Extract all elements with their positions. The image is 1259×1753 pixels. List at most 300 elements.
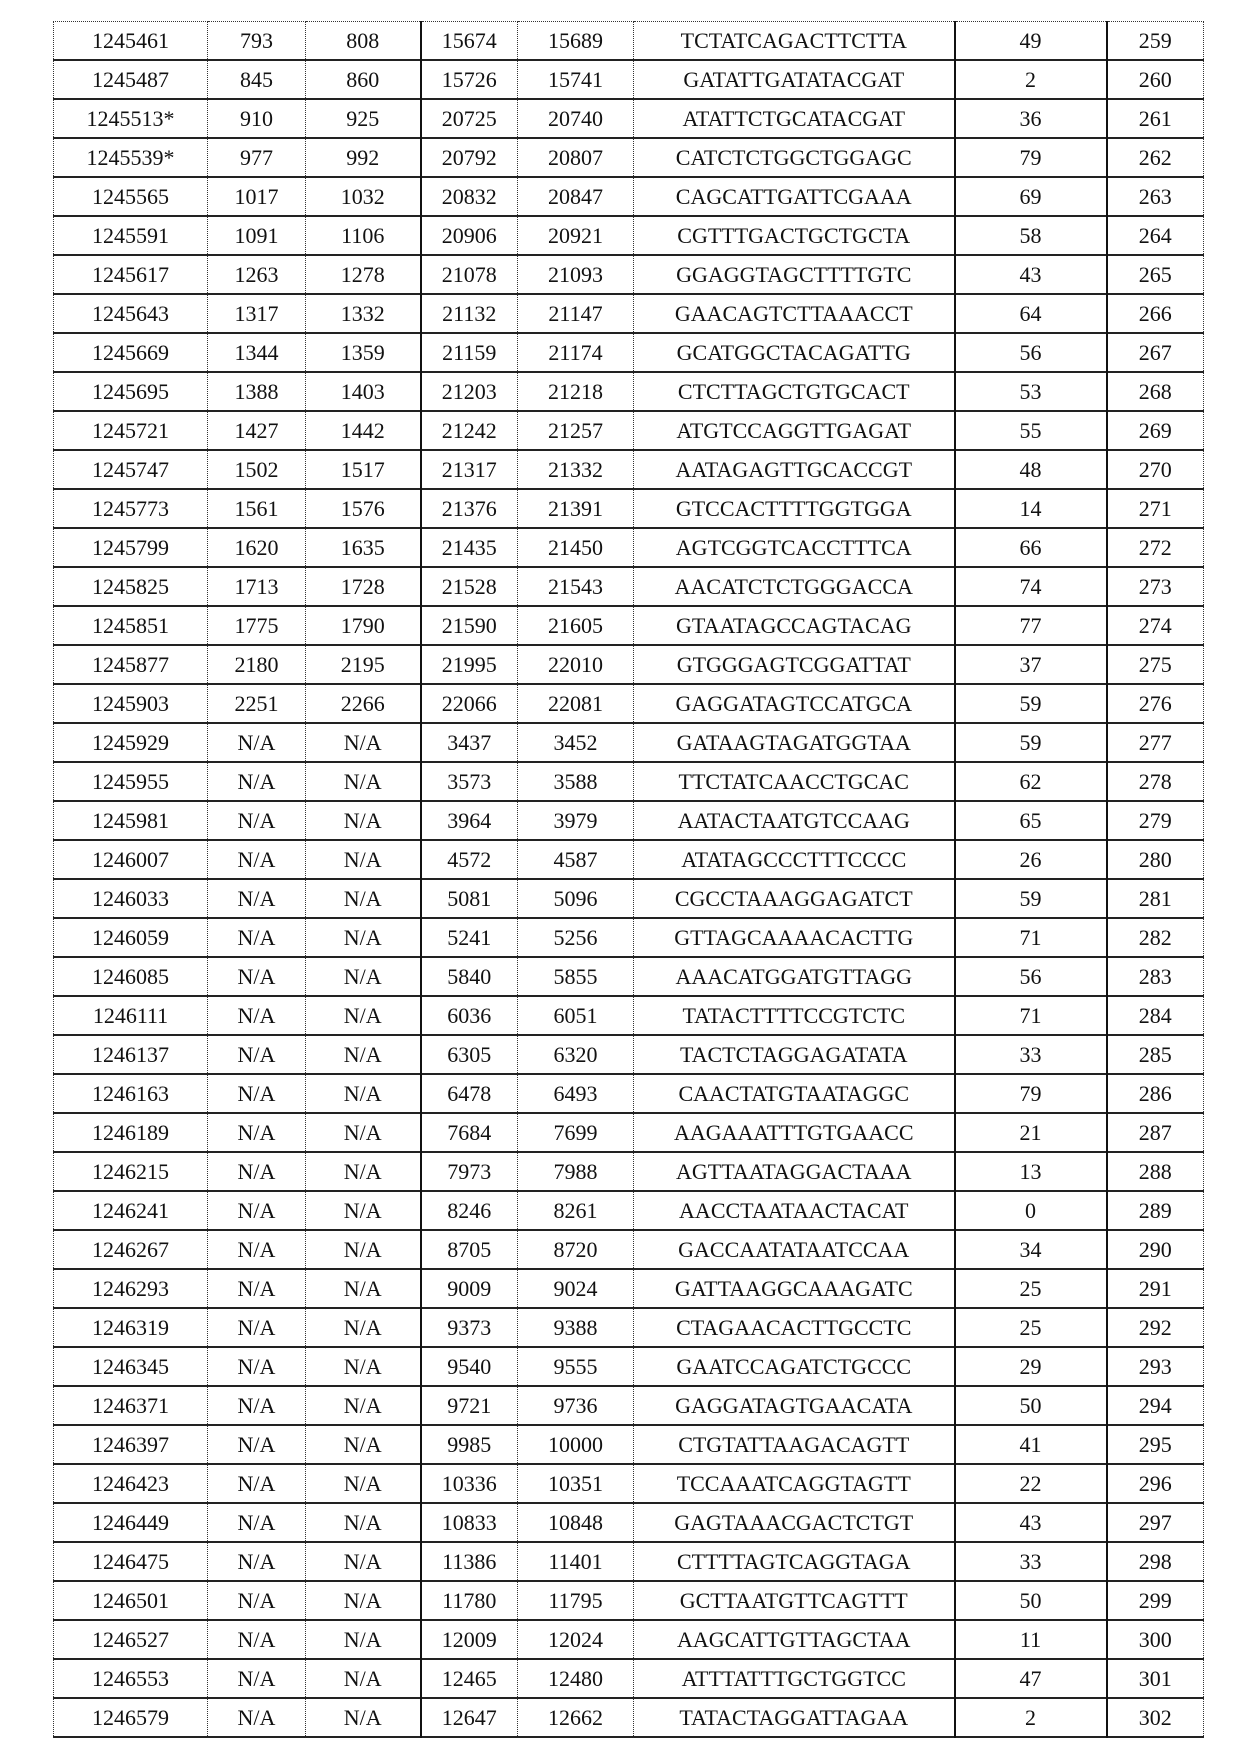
sequence-cell: GATTAAGGCAAAGATC: [634, 1269, 955, 1308]
stop-site-1-cell: N/A: [306, 840, 421, 879]
sequence-cell: CTAGAACACTTGCCTC: [634, 1308, 955, 1347]
seq-id-cell: 297: [1107, 1503, 1204, 1542]
seq-id-cell: 262: [1107, 138, 1204, 177]
inhibition-cell: 41: [955, 1425, 1107, 1464]
seq-id-cell: 260: [1107, 60, 1204, 99]
seq-id-cell: 269: [1107, 411, 1204, 450]
sequence-cell: GTGGGAGTCGGATTAT: [634, 645, 955, 684]
sequence-cell: CGCCTAAAGGAGATCT: [634, 879, 955, 918]
start-site-2-cell: 21078: [421, 255, 518, 294]
table-row: [54, 879, 1204, 918]
sequence-cell: TTCTATCAACCTGCAC: [634, 762, 955, 801]
table-row: [54, 489, 1204, 528]
start-site-1-cell: 977: [208, 138, 306, 177]
start-site-1-cell: N/A: [208, 1347, 306, 1386]
seq-id-cell: 288: [1107, 1152, 1204, 1191]
table-row: [54, 645, 1204, 684]
sequence-cell: ATTTATTTGCTGGTCC: [634, 1659, 955, 1698]
table-row: [54, 1425, 1204, 1464]
stop-site-1-cell: N/A: [306, 1659, 421, 1698]
compound-number-cell: 1246267: [54, 1230, 208, 1269]
compound-number-cell: 1246579: [54, 1698, 208, 1737]
stop-site-2-cell: 4587: [518, 840, 634, 879]
stop-site-2-cell: 6051: [518, 996, 634, 1035]
start-site-2-cell: 20792: [421, 138, 518, 177]
start-site-1-cell: N/A: [208, 1074, 306, 1113]
start-site-2-cell: 21435: [421, 528, 518, 567]
start-site-2-cell: 5840: [421, 957, 518, 996]
start-site-2-cell: 20906: [421, 216, 518, 255]
stop-site-2-cell: 21605: [518, 606, 634, 645]
inhibition-cell: 77: [955, 606, 1107, 645]
stop-site-1-cell: 1403: [306, 372, 421, 411]
table-row: [54, 801, 1204, 840]
seq-id-cell: 268: [1107, 372, 1204, 411]
table-row: [54, 1308, 1204, 1347]
sequence-cell: AAACATGGATGTTAGG: [634, 957, 955, 996]
sequence-cell: GAATCCAGATCTGCCC: [634, 1347, 955, 1386]
stop-site-2-cell: 20921: [518, 216, 634, 255]
start-site-1-cell: N/A: [208, 1464, 306, 1503]
sequence-cell: TCTATCAGACTTCTTA: [634, 22, 955, 61]
start-site-1-cell: 2180: [208, 645, 306, 684]
sequence-cell: AAGAAATTTGTGAACC: [634, 1113, 955, 1152]
table-row: [54, 1542, 1204, 1581]
seq-id-cell: 265: [1107, 255, 1204, 294]
start-site-2-cell: 9985: [421, 1425, 518, 1464]
start-site-1-cell: N/A: [208, 1503, 306, 1542]
start-site-1-cell: N/A: [208, 1386, 306, 1425]
sequence-cell: CTTTTAGTCAGGTAGA: [634, 1542, 955, 1581]
start-site-1-cell: 1620: [208, 528, 306, 567]
start-site-2-cell: 5241: [421, 918, 518, 957]
seq-id-cell: 290: [1107, 1230, 1204, 1269]
table-row: [54, 1074, 1204, 1113]
table-row: [54, 1464, 1204, 1503]
start-site-1-cell: N/A: [208, 1113, 306, 1152]
table-body: [54, 22, 1204, 1738]
start-site-1-cell: N/A: [208, 801, 306, 840]
stop-site-2-cell: 22010: [518, 645, 634, 684]
stop-site-1-cell: N/A: [306, 1269, 421, 1308]
stop-site-2-cell: 20807: [518, 138, 634, 177]
compound-number-cell: 1245565: [54, 177, 208, 216]
compound-number-cell: 1245799: [54, 528, 208, 567]
start-site-1-cell: 1561: [208, 489, 306, 528]
compound-number-cell: 1245591: [54, 216, 208, 255]
inhibition-cell: 59: [955, 684, 1107, 723]
table-row: [54, 1581, 1204, 1620]
stop-site-1-cell: 1517: [306, 450, 421, 489]
stop-site-2-cell: 9555: [518, 1347, 634, 1386]
table-row: [54, 1035, 1204, 1074]
start-site-2-cell: 22066: [421, 684, 518, 723]
stop-site-1-cell: N/A: [306, 1035, 421, 1074]
start-site-2-cell: 11780: [421, 1581, 518, 1620]
compound-number-cell: 1246397: [54, 1425, 208, 1464]
start-site-1-cell: N/A: [208, 1035, 306, 1074]
stop-site-1-cell: N/A: [306, 957, 421, 996]
table-row: [54, 762, 1204, 801]
table-row: [54, 684, 1204, 723]
start-site-2-cell: 3437: [421, 723, 518, 762]
start-site-1-cell: N/A: [208, 762, 306, 801]
table-row: [54, 1386, 1204, 1425]
compound-number-cell: 1245721: [54, 411, 208, 450]
table-row: [54, 255, 1204, 294]
stop-site-2-cell: 9024: [518, 1269, 634, 1308]
stop-site-2-cell: 6320: [518, 1035, 634, 1074]
table-row: [54, 1269, 1204, 1308]
start-site-2-cell: 8246: [421, 1191, 518, 1230]
seq-id-cell: 292: [1107, 1308, 1204, 1347]
compound-number-cell: 1246527: [54, 1620, 208, 1659]
stop-site-2-cell: 22081: [518, 684, 634, 723]
stop-site-1-cell: N/A: [306, 1425, 421, 1464]
seq-id-cell: 296: [1107, 1464, 1204, 1503]
start-site-1-cell: 1713: [208, 567, 306, 606]
start-site-2-cell: 12009: [421, 1620, 518, 1659]
start-site-2-cell: 3573: [421, 762, 518, 801]
stop-site-1-cell: N/A: [306, 1230, 421, 1269]
start-site-2-cell: 10833: [421, 1503, 518, 1542]
stop-site-2-cell: 6493: [518, 1074, 634, 1113]
compound-number-cell: 1245487: [54, 60, 208, 99]
start-site-1-cell: N/A: [208, 1308, 306, 1347]
inhibition-cell: 43: [955, 1503, 1107, 1542]
sequence-cell: GTAATAGCCAGTACAG: [634, 606, 955, 645]
table-row: [54, 996, 1204, 1035]
inhibition-cell: 26: [955, 840, 1107, 879]
compound-number-cell: 1246137: [54, 1035, 208, 1074]
seq-id-cell: 261: [1107, 99, 1204, 138]
inhibition-cell: 56: [955, 957, 1107, 996]
stop-site-1-cell: 992: [306, 138, 421, 177]
start-site-2-cell: 9373: [421, 1308, 518, 1347]
oligonucleotide-table: [53, 21, 1204, 1738]
start-site-2-cell: 3964: [421, 801, 518, 840]
compound-number-cell: 1245461: [54, 22, 208, 61]
start-site-2-cell: 6305: [421, 1035, 518, 1074]
inhibition-cell: 33: [955, 1035, 1107, 1074]
seq-id-cell: 259: [1107, 22, 1204, 61]
start-site-2-cell: 12465: [421, 1659, 518, 1698]
stop-site-1-cell: N/A: [306, 996, 421, 1035]
table-row: [54, 1659, 1204, 1698]
sequence-cell: GAGTAAACGACTCTGT: [634, 1503, 955, 1542]
inhibition-cell: 50: [955, 1386, 1107, 1425]
seq-id-cell: 285: [1107, 1035, 1204, 1074]
start-site-1-cell: N/A: [208, 879, 306, 918]
table-row: [54, 294, 1204, 333]
inhibition-cell: 53: [955, 372, 1107, 411]
seq-id-cell: 286: [1107, 1074, 1204, 1113]
start-site-1-cell: N/A: [208, 1152, 306, 1191]
start-site-1-cell: 845: [208, 60, 306, 99]
start-site-2-cell: 7973: [421, 1152, 518, 1191]
table-row: [54, 177, 1204, 216]
stop-site-1-cell: 808: [306, 22, 421, 61]
inhibition-cell: 66: [955, 528, 1107, 567]
sequence-cell: CTCTTAGCTGTGCACT: [634, 372, 955, 411]
stop-site-1-cell: 1359: [306, 333, 421, 372]
stop-site-2-cell: 8261: [518, 1191, 634, 1230]
table-row: [54, 1191, 1204, 1230]
stop-site-1-cell: 1032: [306, 177, 421, 216]
compound-number-cell: 1245669: [54, 333, 208, 372]
stop-site-2-cell: 3979: [518, 801, 634, 840]
compound-number-cell: 1246293: [54, 1269, 208, 1308]
compound-number-cell: 1245851: [54, 606, 208, 645]
seq-id-cell: 293: [1107, 1347, 1204, 1386]
sequence-cell: GTCCACTTTTGGTGGA: [634, 489, 955, 528]
compound-number-cell: 1245539*: [54, 138, 208, 177]
stop-site-2-cell: 21147: [518, 294, 634, 333]
compound-number-cell: 1246553: [54, 1659, 208, 1698]
compound-number-cell: 1245643: [54, 294, 208, 333]
stop-site-1-cell: N/A: [306, 1620, 421, 1659]
stop-site-2-cell: 3452: [518, 723, 634, 762]
seq-id-cell: 279: [1107, 801, 1204, 840]
stop-site-2-cell: 15689: [518, 22, 634, 61]
start-site-2-cell: 11386: [421, 1542, 518, 1581]
start-site-1-cell: 1502: [208, 450, 306, 489]
stop-site-1-cell: N/A: [306, 1113, 421, 1152]
stop-site-1-cell: 1728: [306, 567, 421, 606]
compound-number-cell: 1246033: [54, 879, 208, 918]
table-row: [54, 840, 1204, 879]
start-site-1-cell: N/A: [208, 957, 306, 996]
start-site-1-cell: N/A: [208, 723, 306, 762]
start-site-1-cell: N/A: [208, 1425, 306, 1464]
stop-site-2-cell: 5256: [518, 918, 634, 957]
stop-site-2-cell: 3588: [518, 762, 634, 801]
seq-id-cell: 276: [1107, 684, 1204, 723]
inhibition-cell: 59: [955, 723, 1107, 762]
inhibition-cell: 64: [955, 294, 1107, 333]
inhibition-cell: 58: [955, 216, 1107, 255]
compound-number-cell: 1245903: [54, 684, 208, 723]
inhibition-cell: 29: [955, 1347, 1107, 1386]
start-site-2-cell: 15726: [421, 60, 518, 99]
table-row: [54, 22, 1204, 61]
stop-site-2-cell: 5855: [518, 957, 634, 996]
inhibition-cell: 71: [955, 918, 1107, 957]
start-site-1-cell: N/A: [208, 1542, 306, 1581]
compound-number-cell: 1246059: [54, 918, 208, 957]
sequence-cell: GACCAATATAATCCAA: [634, 1230, 955, 1269]
start-site-2-cell: 9540: [421, 1347, 518, 1386]
stop-site-1-cell: 860: [306, 60, 421, 99]
stop-site-1-cell: 1278: [306, 255, 421, 294]
start-site-2-cell: 21590: [421, 606, 518, 645]
seq-id-cell: 284: [1107, 996, 1204, 1035]
stop-site-1-cell: 1635: [306, 528, 421, 567]
seq-id-cell: 300: [1107, 1620, 1204, 1659]
seq-id-cell: 264: [1107, 216, 1204, 255]
sequence-cell: CAACTATGTAATAGGC: [634, 1074, 955, 1113]
start-site-1-cell: N/A: [208, 1269, 306, 1308]
stop-site-1-cell: 1576: [306, 489, 421, 528]
stop-site-2-cell: 10351: [518, 1464, 634, 1503]
inhibition-cell: 49: [955, 22, 1107, 61]
table-row: [54, 1347, 1204, 1386]
stop-site-1-cell: N/A: [306, 1698, 421, 1737]
compound-number-cell: 1245513*: [54, 99, 208, 138]
sequence-cell: GCTTAATGTTCAGTTT: [634, 1581, 955, 1620]
start-site-2-cell: 9721: [421, 1386, 518, 1425]
table-row: [54, 1698, 1204, 1737]
start-site-1-cell: 1344: [208, 333, 306, 372]
seq-id-cell: 299: [1107, 1581, 1204, 1620]
sequence-cell: ATGTCCAGGTTGAGAT: [634, 411, 955, 450]
stop-site-2-cell: 8720: [518, 1230, 634, 1269]
stop-site-2-cell: 12480: [518, 1659, 634, 1698]
inhibition-cell: 74: [955, 567, 1107, 606]
sequence-cell: AGTTAATAGGACTAAA: [634, 1152, 955, 1191]
stop-site-2-cell: 20740: [518, 99, 634, 138]
seq-id-cell: 283: [1107, 957, 1204, 996]
seq-id-cell: 278: [1107, 762, 1204, 801]
start-site-1-cell: N/A: [208, 1620, 306, 1659]
sequence-cell: GAGGATAGTGAACATA: [634, 1386, 955, 1425]
stop-site-2-cell: 21257: [518, 411, 634, 450]
seq-id-cell: 302: [1107, 1698, 1204, 1737]
seq-id-cell: 263: [1107, 177, 1204, 216]
start-site-1-cell: 910: [208, 99, 306, 138]
seq-id-cell: 291: [1107, 1269, 1204, 1308]
compound-number-cell: 1246501: [54, 1581, 208, 1620]
seq-id-cell: 280: [1107, 840, 1204, 879]
inhibition-cell: 36: [955, 99, 1107, 138]
inhibition-cell: 14: [955, 489, 1107, 528]
seq-id-cell: 272: [1107, 528, 1204, 567]
sequence-cell: GAGGATAGTCCATGCA: [634, 684, 955, 723]
sequence-cell: CTGTATTAAGACAGTT: [634, 1425, 955, 1464]
seq-id-cell: 294: [1107, 1386, 1204, 1425]
stop-site-1-cell: 1442: [306, 411, 421, 450]
start-site-1-cell: 1775: [208, 606, 306, 645]
sequence-cell: ATATAGCCCTTTCCCC: [634, 840, 955, 879]
compound-number-cell: 1246111: [54, 996, 208, 1035]
inhibition-cell: 79: [955, 1074, 1107, 1113]
inhibition-cell: 43: [955, 255, 1107, 294]
start-site-1-cell: N/A: [208, 1581, 306, 1620]
stop-site-1-cell: N/A: [306, 1152, 421, 1191]
inhibition-cell: 69: [955, 177, 1107, 216]
stop-site-2-cell: 9736: [518, 1386, 634, 1425]
inhibition-cell: 22: [955, 1464, 1107, 1503]
seq-id-cell: 271: [1107, 489, 1204, 528]
stop-site-1-cell: N/A: [306, 723, 421, 762]
stop-site-1-cell: N/A: [306, 1503, 421, 1542]
start-site-1-cell: 1388: [208, 372, 306, 411]
table-row: [54, 528, 1204, 567]
sequence-cell: AATAGAGTTGCACCGT: [634, 450, 955, 489]
sequence-cell: AGTCGGTCACCTTTCA: [634, 528, 955, 567]
stop-site-1-cell: 1106: [306, 216, 421, 255]
compound-number-cell: 1245695: [54, 372, 208, 411]
sequence-cell: TCCAAATCAGGTAGTT: [634, 1464, 955, 1503]
seq-id-cell: 289: [1107, 1191, 1204, 1230]
start-site-2-cell: 21995: [421, 645, 518, 684]
stop-site-1-cell: N/A: [306, 1074, 421, 1113]
start-site-2-cell: 21203: [421, 372, 518, 411]
compound-number-cell: 1245877: [54, 645, 208, 684]
start-site-2-cell: 21376: [421, 489, 518, 528]
table-row: [54, 138, 1204, 177]
inhibition-cell: 55: [955, 411, 1107, 450]
start-site-1-cell: N/A: [208, 1191, 306, 1230]
start-site-2-cell: 9009: [421, 1269, 518, 1308]
start-site-2-cell: 12647: [421, 1698, 518, 1737]
compound-number-cell: 1246241: [54, 1191, 208, 1230]
stop-site-2-cell: 21218: [518, 372, 634, 411]
inhibition-cell: 37: [955, 645, 1107, 684]
sequence-cell: AACATCTCTGGGACCA: [634, 567, 955, 606]
sequence-cell: CATCTCTGGCTGGAGC: [634, 138, 955, 177]
inhibition-cell: 71: [955, 996, 1107, 1035]
inhibition-cell: 11: [955, 1620, 1107, 1659]
stop-site-1-cell: N/A: [306, 762, 421, 801]
sequence-cell: TATACTAGGATTAGAA: [634, 1698, 955, 1737]
sequence-cell: TACTCTAGGAGATATA: [634, 1035, 955, 1074]
stop-site-1-cell: 925: [306, 99, 421, 138]
table-row: [54, 567, 1204, 606]
stop-site-1-cell: N/A: [306, 879, 421, 918]
seq-id-cell: 270: [1107, 450, 1204, 489]
stop-site-2-cell: 20847: [518, 177, 634, 216]
sequence-cell: AACCTAATAACTACAT: [634, 1191, 955, 1230]
seq-id-cell: 281: [1107, 879, 1204, 918]
stop-site-2-cell: 21332: [518, 450, 634, 489]
start-site-1-cell: N/A: [208, 996, 306, 1035]
seq-id-cell: 298: [1107, 1542, 1204, 1581]
stop-site-2-cell: 10000: [518, 1425, 634, 1464]
start-site-1-cell: N/A: [208, 918, 306, 957]
stop-site-2-cell: 21450: [518, 528, 634, 567]
inhibition-cell: 33: [955, 1542, 1107, 1581]
start-site-1-cell: N/A: [208, 1230, 306, 1269]
compound-number-cell: 1245747: [54, 450, 208, 489]
seq-id-cell: 266: [1107, 294, 1204, 333]
seq-id-cell: 287: [1107, 1113, 1204, 1152]
compound-number-cell: 1246319: [54, 1308, 208, 1347]
compound-number-cell: 1246345: [54, 1347, 208, 1386]
start-site-1-cell: 1427: [208, 411, 306, 450]
compound-number-cell: 1246163: [54, 1074, 208, 1113]
stop-site-1-cell: N/A: [306, 918, 421, 957]
stop-site-2-cell: 21391: [518, 489, 634, 528]
start-site-2-cell: 21242: [421, 411, 518, 450]
stop-site-2-cell: 9388: [518, 1308, 634, 1347]
table-row: [54, 1152, 1204, 1191]
compound-number-cell: 1245773: [54, 489, 208, 528]
inhibition-cell: 2: [955, 60, 1107, 99]
table-row: [54, 1230, 1204, 1269]
stop-site-2-cell: 21174: [518, 333, 634, 372]
inhibition-cell: 25: [955, 1308, 1107, 1347]
start-site-2-cell: 20725: [421, 99, 518, 138]
start-site-2-cell: 6036: [421, 996, 518, 1035]
stop-site-1-cell: N/A: [306, 1581, 421, 1620]
stop-site-1-cell: 2266: [306, 684, 421, 723]
compound-number-cell: 1246371: [54, 1386, 208, 1425]
table-row: [54, 1503, 1204, 1542]
stop-site-2-cell: 12024: [518, 1620, 634, 1659]
stop-site-2-cell: 15741: [518, 60, 634, 99]
table-row: [54, 450, 1204, 489]
